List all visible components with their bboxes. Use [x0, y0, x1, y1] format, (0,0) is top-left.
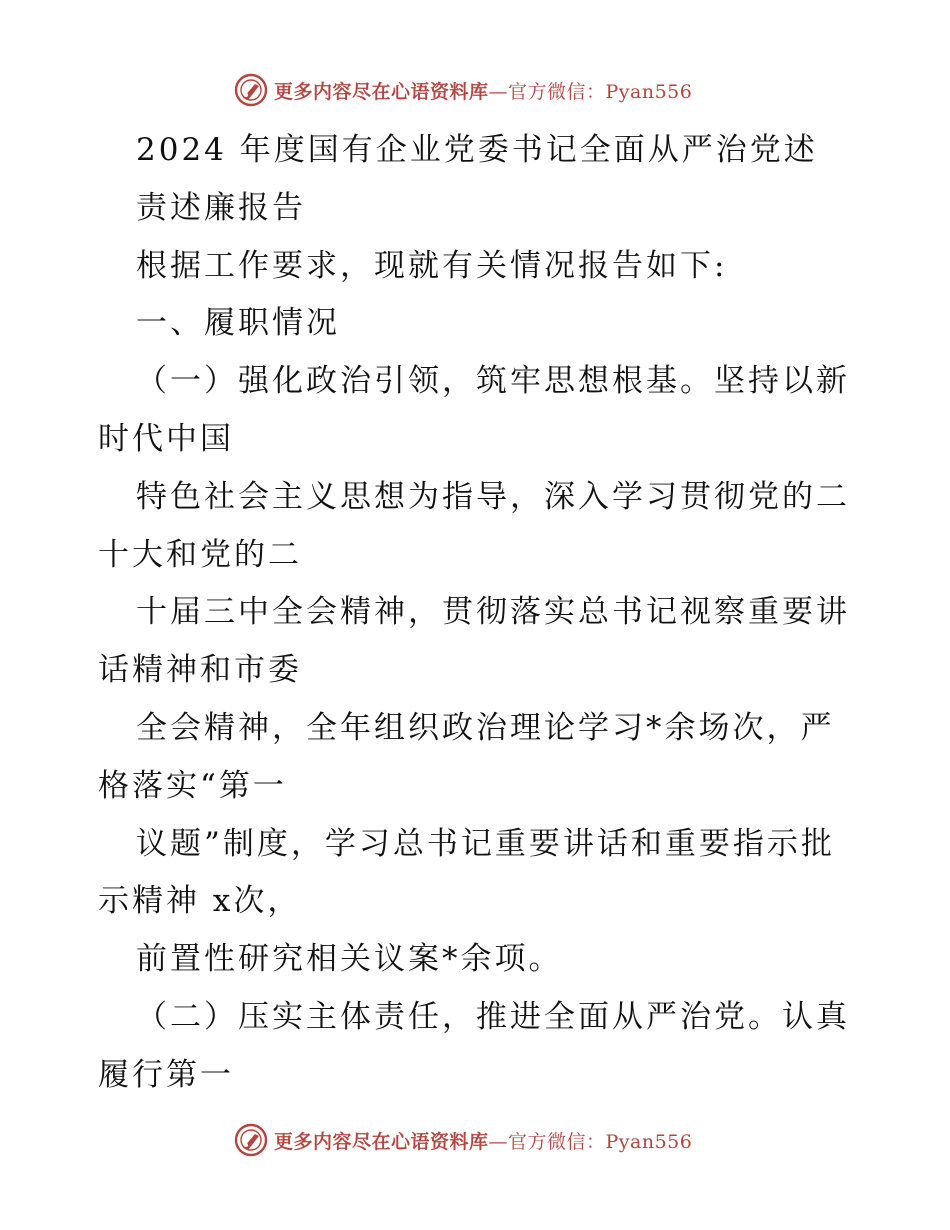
watermark-wechat-text: —官方微信：Pyan556	[488, 80, 693, 103]
paragraph-line: 全会精神，全年组织政治理论学习*余场次，严	[136, 709, 835, 746]
watermark-site-text: 更多内容尽在心语资料库	[274, 80, 489, 103]
watermark-site-text: 更多内容尽在心语资料库	[274, 1130, 489, 1153]
paragraph-line: 话精神和市委	[98, 652, 302, 689]
paragraph-line: 前置性研究相关议案*余项。	[136, 941, 563, 978]
title-line-2: 责述廉报告	[136, 189, 306, 226]
paragraph-line: （一）强化政治引领，筑牢思想根基。坚持以新	[136, 363, 850, 400]
paragraph-line: （二）压实主体责任，推进全面从严治党。认真	[136, 998, 850, 1035]
intro-paragraph: 根据工作要求，现就有关情况报告如下:	[136, 247, 728, 284]
paragraph-line: 示精神 x次，	[98, 883, 302, 920]
pen-nib-logo	[234, 73, 268, 107]
header-watermark	[234, 72, 714, 108]
paragraph-line: 十大和党的二	[98, 536, 302, 573]
watermark-wechat-text: —官方微信：Pyan556	[488, 1130, 693, 1153]
paragraph-line: 十届三中全会精神，贯彻落实总书记视察重要讲	[136, 594, 850, 631]
paragraph-line: 时代中国	[98, 420, 234, 457]
footer-watermark	[234, 1122, 714, 1158]
section-heading: 一、履职情况	[136, 305, 340, 342]
paragraph-line: 履行第一	[98, 1056, 234, 1093]
document-body	[98, 122, 858, 1105]
title-line-1: 2024 年度国有企业党委书记全面从严治党述	[136, 132, 818, 168]
paragraph-line: 特色社会主义思想为指导，深入学习贯彻党的二	[136, 478, 850, 515]
pen-nib-logo	[234, 1123, 268, 1157]
paragraph-line: 格落实“第一	[98, 767, 287, 804]
paragraph-line: 议题”制度，学习总书记重要讲话和重要指示批	[136, 825, 835, 862]
